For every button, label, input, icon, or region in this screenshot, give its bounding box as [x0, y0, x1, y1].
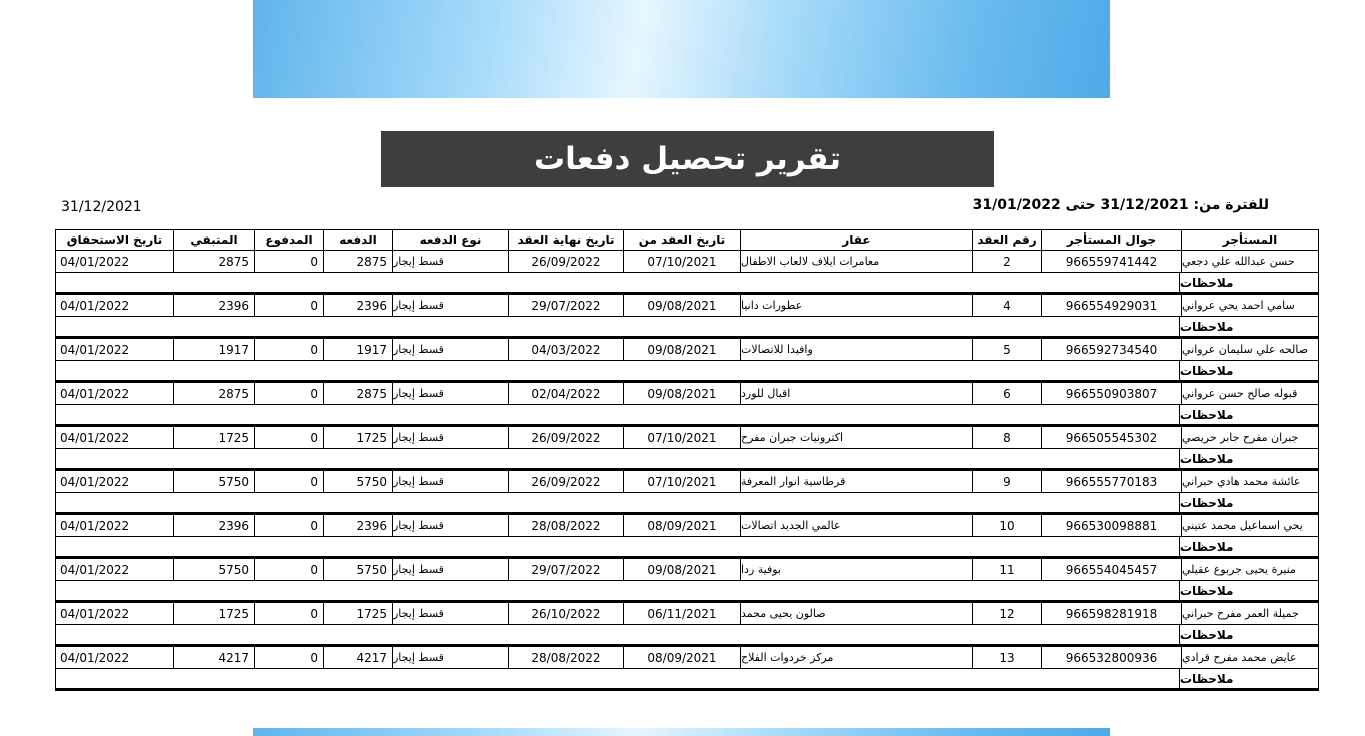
- payment-type-cell: قسط إيجار: [392, 647, 508, 668]
- contract-no-cell: 10: [972, 515, 1041, 536]
- tenant-cell: يحي اسماعيل محمد عتيني: [1181, 515, 1318, 536]
- remaining-cell: 2396: [173, 295, 254, 316]
- tenant-mobile-cell: 966555770183: [1041, 471, 1181, 492]
- header-tenant: المستأجر: [1181, 230, 1318, 250]
- due-date-cell: 04/01/2022: [60, 298, 130, 313]
- notes-label: ملاحظات: [1179, 449, 1318, 468]
- header-payment-type: نوع الدفعه: [392, 230, 508, 250]
- due-date-cell: 04/01/2022: [60, 342, 130, 357]
- contract-start-cell: 06/11/2021: [623, 603, 740, 624]
- report-period: [973, 197, 1269, 213]
- notes-label: ملاحظات: [1179, 625, 1318, 644]
- remaining-cell: 1917: [173, 339, 254, 360]
- tenant-cell: جميلة العمر مفرح حبراني: [1181, 603, 1318, 624]
- amount-cell: 5750: [323, 559, 392, 580]
- table-header: [55, 229, 1319, 251]
- header-contract-end: تاريخ نهاية العقد: [508, 230, 623, 250]
- header-property: عقار: [740, 230, 972, 250]
- contract-start-cell: 07/10/2021: [623, 251, 740, 272]
- table-row: [55, 339, 1319, 361]
- contract-start-cell: 09/08/2021: [623, 383, 740, 404]
- tenant-cell: قبوله صالح حسن عرواني: [1181, 383, 1318, 404]
- notes-label: ملاحظات: [1179, 317, 1318, 336]
- paid-cell: 0: [254, 647, 323, 668]
- header-tenant-mobile: جوال المستأجر: [1041, 230, 1181, 250]
- notes-label: ملاحظات: [1179, 669, 1318, 688]
- payment-type-cell: قسط إيجار: [392, 295, 508, 316]
- contract-no-cell: 6: [972, 383, 1041, 404]
- tenant-mobile-cell: 966530098881: [1041, 515, 1181, 536]
- due-date-cell: 04/01/2022: [60, 650, 130, 665]
- footer-banner: [253, 728, 1110, 736]
- remaining-cell: 2396: [173, 515, 254, 536]
- contract-no-cell: 4: [972, 295, 1041, 316]
- tenant-mobile-cell: 966598281918: [1041, 603, 1181, 624]
- contract-no-cell: 13: [972, 647, 1041, 668]
- notes-label: ملاحظات: [1179, 493, 1318, 512]
- payment-type-cell: قسط إيجار: [392, 471, 508, 492]
- notes-row: [55, 273, 1319, 295]
- tenant-mobile-cell: 966559741442: [1041, 251, 1181, 272]
- notes-label: ملاحظات: [1179, 361, 1318, 380]
- payment-type-cell: قسط إيجار: [392, 515, 508, 536]
- paid-cell: 0: [254, 251, 323, 272]
- due-date-cell: 04/01/2022: [60, 254, 130, 269]
- property-cell: مركز خردوات الفلاح: [740, 647, 972, 668]
- table-row: [55, 295, 1319, 317]
- property-cell: عالمي الجديد اتصالات: [740, 515, 972, 536]
- header-amount: الدفعه: [323, 230, 392, 250]
- contract-start-cell: 07/10/2021: [623, 471, 740, 492]
- payment-type-cell: قسط إيجار: [392, 383, 508, 404]
- due-date-cell: 04/01/2022: [60, 386, 130, 401]
- payments-table: [55, 229, 1319, 691]
- due-date-cell: 04/01/2022: [60, 562, 130, 577]
- paid-cell: 0: [254, 559, 323, 580]
- header-due-date: تاريخ الاستحقاق: [66, 233, 163, 247]
- notes-row: [55, 449, 1319, 471]
- table-row: [55, 251, 1319, 273]
- amount-cell: 2875: [323, 251, 392, 272]
- contract-start-cell: 08/09/2021: [623, 515, 740, 536]
- paid-cell: 0: [254, 603, 323, 624]
- remaining-cell: 1725: [173, 427, 254, 448]
- amount-cell: 1725: [323, 603, 392, 624]
- property-cell: عطورات دانيا: [740, 295, 972, 316]
- notes-label: ملاحظات: [1179, 537, 1318, 556]
- paid-cell: 0: [254, 295, 323, 316]
- table-row: [55, 603, 1319, 625]
- property-cell: بوفية ردا: [740, 559, 972, 580]
- contract-no-cell: 8: [972, 427, 1041, 448]
- paid-cell: 0: [254, 339, 323, 360]
- tenant-cell: جبران مفرح جابر حريصي: [1181, 427, 1318, 448]
- contract-start-cell: 09/08/2021: [623, 559, 740, 580]
- contract-no-cell: 11: [972, 559, 1041, 580]
- due-date-cell: 04/01/2022: [60, 606, 130, 621]
- notes-row: [55, 405, 1319, 427]
- notes-row: [55, 317, 1319, 339]
- period-from: 31/12/2021: [1100, 197, 1189, 213]
- report-date: 31/12/2021: [61, 199, 142, 215]
- amount-cell: 4217: [323, 647, 392, 668]
- property-cell: قرطاسية انوار المعرفة: [740, 471, 972, 492]
- contract-end-cell: 26/10/2022: [508, 603, 623, 624]
- table-row: [55, 471, 1319, 493]
- tenant-cell: منيرة يحيى جربوع عقيلي: [1181, 559, 1318, 580]
- tenant-mobile-cell: 966532800936: [1041, 647, 1181, 668]
- payment-type-cell: قسط إيجار: [392, 251, 508, 272]
- contract-end-cell: 26/09/2022: [508, 471, 623, 492]
- header-remaining: المتبقي: [173, 230, 254, 250]
- property-cell: اقبال للورد: [740, 383, 972, 404]
- contract-end-cell: 04/03/2022: [508, 339, 623, 360]
- contract-no-cell: 5: [972, 339, 1041, 360]
- contract-no-cell: 9: [972, 471, 1041, 492]
- payment-type-cell: قسط إيجار: [392, 559, 508, 580]
- payment-type-cell: قسط إيجار: [392, 427, 508, 448]
- contract-end-cell: 02/04/2022: [508, 383, 623, 404]
- contract-start-cell: 08/09/2021: [623, 647, 740, 668]
- amount-cell: 2875: [323, 383, 392, 404]
- tenant-cell: صالحه علي سليمان عرواني: [1181, 339, 1318, 360]
- tenant-cell: سامي احمد يحي عرواني: [1181, 295, 1318, 316]
- table-body: [55, 251, 1319, 691]
- header-banner: [253, 0, 1110, 98]
- remaining-cell: 5750: [173, 471, 254, 492]
- remaining-cell: 5750: [173, 559, 254, 580]
- contract-no-cell: 12: [972, 603, 1041, 624]
- notes-label: ملاحظات: [1179, 273, 1318, 292]
- amount-cell: 2396: [323, 515, 392, 536]
- tenant-cell: حسن عبدالله علي دجعي: [1181, 251, 1318, 272]
- tenant-mobile-cell: 966505545302: [1041, 427, 1181, 448]
- contract-start-cell: 07/10/2021: [623, 427, 740, 448]
- table-row: [55, 383, 1319, 405]
- contract-end-cell: 26/09/2022: [508, 251, 623, 272]
- notes-row: [55, 361, 1319, 383]
- tenant-mobile-cell: 966554045457: [1041, 559, 1181, 580]
- property-cell: معامرات ايلاف لالعاب الاطفال: [740, 251, 972, 272]
- table-row: [55, 559, 1319, 581]
- table-row: [55, 515, 1319, 537]
- header-contract-no: رقم العقد: [972, 230, 1041, 250]
- report-title: تقرير تحصيل دفعات: [381, 131, 994, 187]
- remaining-cell: 2875: [173, 383, 254, 404]
- tenant-mobile-cell: 966554929031: [1041, 295, 1181, 316]
- payment-type-cell: قسط إيجار: [392, 603, 508, 624]
- property-cell: اكترونيات جبران مفرح: [740, 427, 972, 448]
- amount-cell: 1917: [323, 339, 392, 360]
- contract-end-cell: 29/07/2022: [508, 559, 623, 580]
- notes-label: ملاحظات: [1179, 405, 1318, 424]
- due-date-cell: 04/01/2022: [60, 430, 130, 445]
- period-to: 31/01/2022: [972, 197, 1061, 213]
- notes-row: [55, 669, 1319, 691]
- paid-cell: 0: [254, 383, 323, 404]
- notes-row: [55, 625, 1319, 647]
- notes-row: [55, 537, 1319, 559]
- tenant-mobile-cell: 966592734540: [1041, 339, 1181, 360]
- contract-end-cell: 28/08/2022: [508, 647, 623, 668]
- amount-cell: 5750: [323, 471, 392, 492]
- remaining-cell: 4217: [173, 647, 254, 668]
- paid-cell: 0: [254, 515, 323, 536]
- paid-cell: 0: [254, 427, 323, 448]
- header-paid: المدفوع: [254, 230, 323, 250]
- contract-end-cell: 29/07/2022: [508, 295, 623, 316]
- tenant-mobile-cell: 966550903807: [1041, 383, 1181, 404]
- property-cell: وافيدا للاتصالات: [740, 339, 972, 360]
- due-date-cell: 04/01/2022: [60, 518, 130, 533]
- contract-end-cell: 28/08/2022: [508, 515, 623, 536]
- property-cell: صالون يحيى محمد: [740, 603, 972, 624]
- contract-start-cell: 09/08/2021: [623, 295, 740, 316]
- contract-start-cell: 09/08/2021: [623, 339, 740, 360]
- remaining-cell: 2875: [173, 251, 254, 272]
- amount-cell: 1725: [323, 427, 392, 448]
- period-label: للفترة من:: [1193, 197, 1269, 213]
- notes-row: [55, 581, 1319, 603]
- paid-cell: 0: [254, 471, 323, 492]
- contract-no-cell: 2: [972, 251, 1041, 272]
- notes-row: [55, 493, 1319, 515]
- tenant-cell: عايض محمد مفرح قرادي: [1181, 647, 1318, 668]
- payment-type-cell: قسط إيجار: [392, 339, 508, 360]
- table-row: [55, 647, 1319, 669]
- tenant-cell: عائشة محمد هادي حبراني: [1181, 471, 1318, 492]
- amount-cell: 2396: [323, 295, 392, 316]
- contract-end-cell: 26/09/2022: [508, 427, 623, 448]
- notes-label: ملاحظات: [1179, 581, 1318, 600]
- table-row: [55, 427, 1319, 449]
- due-date-cell: 04/01/2022: [60, 474, 130, 489]
- remaining-cell: 1725: [173, 603, 254, 624]
- period-separator: حتى: [1065, 197, 1096, 213]
- header-contract-start: تاريخ العقد من: [623, 230, 740, 250]
